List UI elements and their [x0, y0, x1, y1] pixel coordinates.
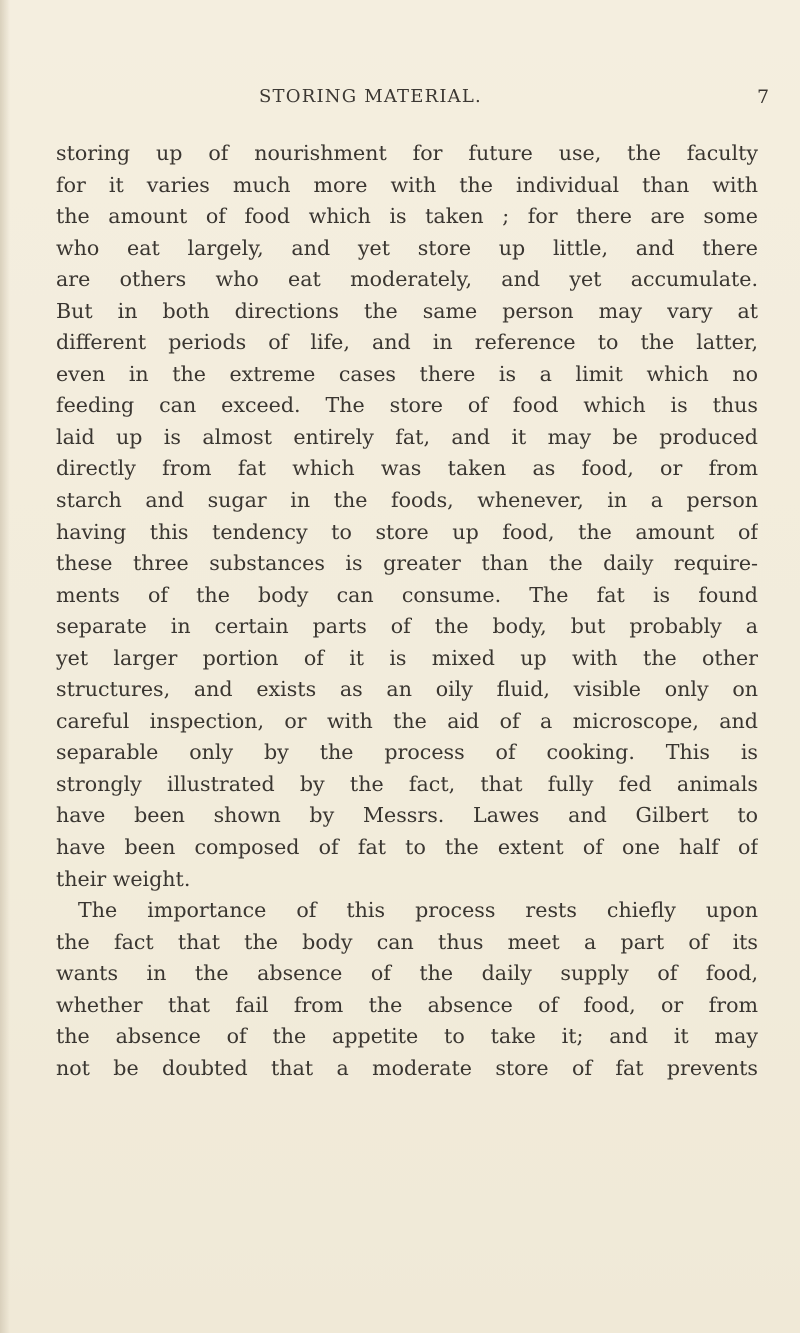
page-header	[0, 86, 800, 112]
text-line: feeding can exceed. The store of food which is thus	[56, 393, 758, 418]
text-line: ments of the body can consume. The fat is found	[56, 582, 758, 607]
text-line: separable only by the process of cooking. This is	[56, 740, 758, 765]
text-line: directly from fat which was taken as food, or from	[56, 456, 758, 481]
text-line: wants in the absence of the daily supply of food,	[56, 961, 758, 986]
page-number: 7	[757, 86, 770, 108]
text-line: the absence of the appetite to take it; and it may	[56, 1024, 758, 1049]
text-line: have been composed of fat to the extent of one half of	[56, 835, 758, 860]
text-line: starch and sugar in the foods, whenever, in a person	[56, 488, 758, 513]
text-line: yet larger portion of it is mixed up with the other	[56, 645, 758, 670]
text-line: even in the extreme cases there is a limit which no	[56, 361, 758, 386]
text-line: have been shown by Messrs. Lawes and Gilbert to	[56, 803, 758, 828]
text-line: storing up of nourishment for future use, the faculty	[56, 141, 758, 165]
text-line: who eat largely, and yet store up little, and there	[56, 235, 758, 260]
text-line: for it varies much more with the individual than with	[56, 172, 758, 197]
text-line: whether that fail from the absence of food, or from	[56, 992, 758, 1017]
text-line: these three substances is greater than the daily require-	[56, 551, 758, 576]
text-line: laid up is almost entirely fat, and it may be produced	[56, 424, 758, 449]
text-line: structures, and exists as an oily fluid, visible only on	[56, 677, 758, 702]
paragraph-end-line: their weight.	[56, 866, 191, 891]
text-line: separate in certain parts of the body, but probably a	[56, 614, 758, 639]
text-line: having this tendency to store up food, the amount of	[56, 519, 758, 544]
text-line: the fact that the body can thus meet a part of its	[56, 929, 758, 954]
text-line: different periods of life, and in reference to the latter,	[56, 330, 758, 355]
text-line: not be doubted that a moderate store of fat prevents	[56, 1055, 758, 1080]
page-gutter-shadow	[0, 0, 10, 1333]
text-line: careful inspection, or with the aid of a microscope, and	[56, 708, 758, 733]
body-text	[56, 138, 758, 1084]
text-line: strongly illustrated by the fact, that fully fed animals	[56, 771, 758, 796]
paragraph-start-line: The importance of this process rests chiefly upon	[78, 898, 758, 923]
text-line: are others who eat moderately, and yet accumulate.	[56, 267, 758, 292]
text-line: But in both directions the same person may vary at	[56, 298, 758, 323]
text-line: the amount of food which is taken ; for there are some	[56, 204, 758, 229]
running-head: STORING MATERIAL.	[259, 86, 482, 107]
